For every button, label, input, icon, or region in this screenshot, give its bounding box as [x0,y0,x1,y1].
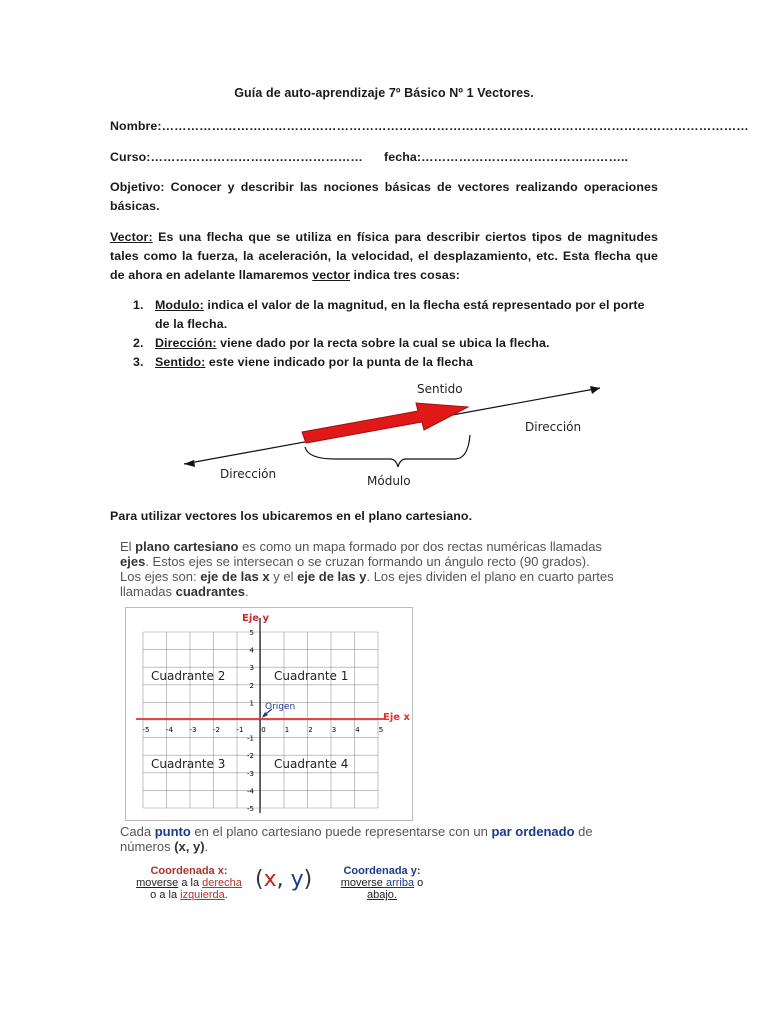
direccion-right-label: Dirección [525,420,582,434]
x-tick-label: -3 [189,726,197,734]
y-tick-label: -5 [247,805,254,813]
y-tick-label: 1 [249,699,254,708]
nombre-field [110,119,749,133]
nombre-label: Nombre: [110,119,162,133]
coordenada-x-title: Coordenada x: [150,865,228,877]
list-number: 3. [133,355,144,369]
curso-dots: …………………………………………… [150,150,363,164]
plano-intro: Para utilizar vectores los ubicaremos en el plano cartesiano. [110,509,473,523]
cuadrante-4-label: Cuadrante 4 [274,757,349,771]
cuadrante-1-label: Cuadrante 1 [274,669,349,683]
x-tick-label: 2 [308,726,313,734]
vector-term: Vector: [110,230,153,244]
y-tick-label: 4 [249,646,254,655]
list-item-direccion [133,334,663,353]
list-text: viene dado por la recta sobre la cual se ubica la flecha. [216,336,550,350]
list-item-modulo [133,296,663,334]
nombre-dots: …………………………………………………………………………………………………………………………… [161,119,749,133]
vector-text-2: indica tres cosas: [350,268,461,282]
ordered-pair: (x, y) [255,867,313,892]
sentido-label: Sentido [417,382,463,396]
list-term: Modulo: [155,298,204,312]
objetivo-paragraph: Objetivo: Conocer y describir las nociones básicas de vectores realizando operaciones básicas. [110,180,658,213]
document-title: Guía de auto-aprendizaje 7º Básico Nº 1 Vectores. [234,86,534,100]
fecha-label: fecha: [384,150,422,164]
list-item-sentido [133,353,663,372]
eje-x-label: Eje x [383,712,410,723]
curso-field [110,150,363,164]
list-text: indica el valor de la magnitud, en la flecha está representado por el porte de la flecha. [155,298,645,331]
x-tick-label: 5 [378,726,384,734]
x-tick-label: 1 [284,726,290,734]
list-number: 1. [133,298,144,312]
eje-y-label: Eje y [242,613,270,624]
direccion-left-label: Dirección [220,467,277,481]
coordenada-y-box: Coordenada y: moverse arriba o abajo. [332,865,432,901]
y-tick-label: 3 [249,664,254,673]
coordenada-x-box: Coordenada x: moverse a la derecha o a la izquierda. [124,865,254,901]
x-tick-label: 4 [355,726,360,734]
list-term: Dirección: [155,336,217,350]
vector-paragraph [110,228,658,285]
modulo-label: Módulo [367,474,411,488]
cartesian-plane [126,608,416,820]
left-arrowhead [184,460,195,467]
origen-label: Origen [265,702,296,712]
y-tick-label: -1 [247,734,254,743]
x-tick-label: -5 [142,726,150,734]
y-tick-label: -4 [247,787,254,796]
curso-label: Curso: [110,150,151,164]
y-tick-label: -3 [247,769,254,778]
vector-term-2: vector [312,268,351,282]
list-number: 2. [133,336,144,350]
par-ordenado-paragraph: Cada punto en el plano cartesiano puede representarse con un par ordenado de números (x, y). [120,824,593,854]
x-tick-labels [143,726,384,734]
cuadrante-2-label: Cuadrante 2 [151,669,226,683]
right-arrowhead [590,386,600,394]
fecha-dots: ………………………………………….. [421,150,629,164]
modulo-brace [305,435,470,467]
scan-paragraph: El plano cartesiano es como un mapa formado por dos rectas numéricas llamadas ejes. Estos ejes se intersecan o se cruzan formando un ángulo recto (90 grados). Los ejes son: eje de las x y el eje de las y. Los ejes dividen el plano en cuarto partes llamadas cuadrantes. [120,539,614,599]
x-tick-label: 3 [331,726,337,734]
x-tick-label: 0 [261,726,266,734]
fecha-field [384,150,628,164]
y-tick-labels [247,629,255,813]
y-tick-label: 5 [249,629,254,637]
red-vector-arrow [302,403,468,443]
cuadrante-3-label: Cuadrante 3 [151,757,226,771]
list-term: Sentido: [155,355,206,369]
list-text: este viene indicado por la punta de la flecha [205,355,473,369]
x-tick-label: -1 [236,726,244,734]
x-tick-label: -4 [166,726,173,734]
y-tick-label: -2 [247,752,254,761]
x-tick-label: -2 [213,726,220,734]
y-tick-label: 2 [249,681,254,690]
vector-text-1: Es una flecha que se utiliza en física para describir ciertos tipos de magnitudes tales como la fuerza, la aceleración, la velocidad, el desplazamiento, etc. Esta flecha que de ahora en adelante llamaremos [110,230,658,282]
coordenada-y-title: Coordenada y: [343,865,421,877]
